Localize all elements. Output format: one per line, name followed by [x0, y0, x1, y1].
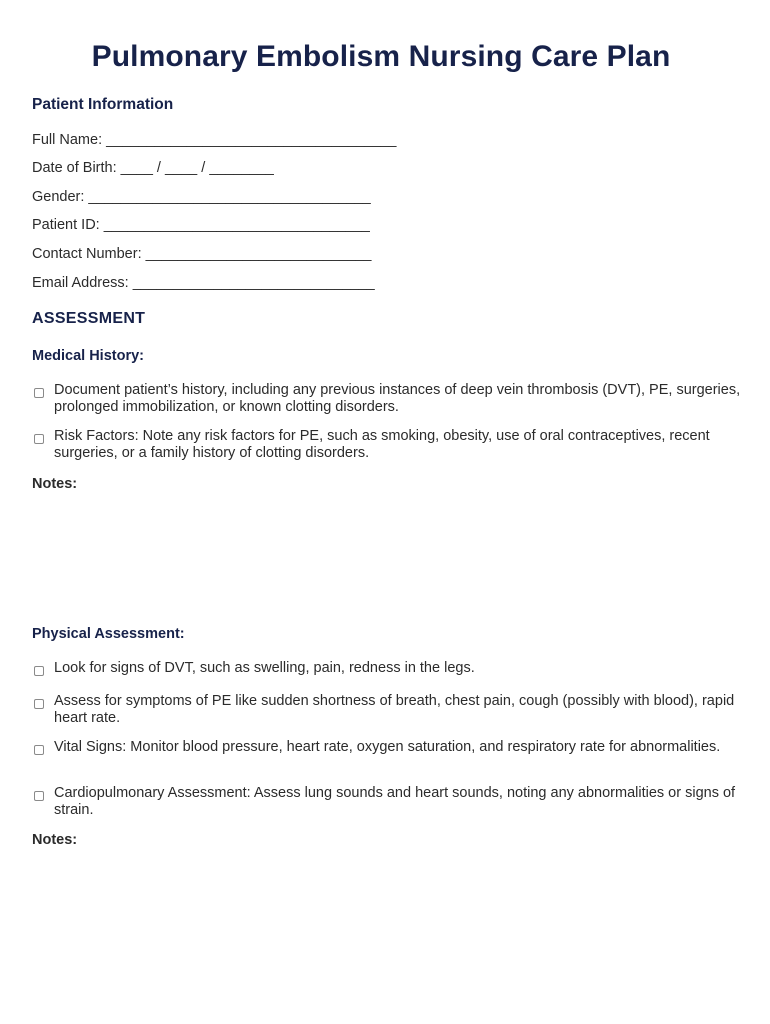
date-of-birth-field[interactable]: Date of Birth: ____ / ____ / ________ — [32, 160, 274, 176]
assessment-heading: ASSESSMENT — [32, 310, 146, 327]
checklist-item-text: Assess for symptoms of PE like sudden shortness of breath, chest pain, cough (possibly with blood), rapid heart rate. — [54, 693, 735, 726]
checklist-item[interactable] — [34, 785, 744, 819]
medical-history-notes-label: Notes: — [32, 476, 78, 492]
checklist-item-text: Vital Signs: Monitor blood pressure, heart rate, oxygen saturation, and respiratory rate for abnormalities. — [54, 739, 721, 755]
checklist-item[interactable] — [34, 660, 744, 677]
checklist-item[interactable] — [34, 382, 744, 416]
physical-assessment-notes-label: Notes: — [32, 832, 78, 848]
checklist-item[interactable] — [34, 739, 744, 756]
patient-id-field[interactable]: Patient ID: _________________________________ — [32, 217, 370, 233]
checklist-item-text: Risk Factors: Note any risk factors for PE, such as smoking, obesity, use of oral contraceptives, recent surgeries, or a family history of clotting disorders. — [54, 428, 710, 461]
checklist-item[interactable] — [34, 693, 744, 727]
page-title: Pulmonary Embolism Nursing Care Plan — [91, 40, 671, 73]
patient-information-heading: Patient Information — [32, 96, 174, 113]
checklist-item-text: Document patient’s history, including any previous instances of deep vein thrombosis (DVT), PE, surgeries, prolonged immobilization, or known clotting disorders. — [54, 382, 741, 415]
email-address-field[interactable]: Email Address: ______________________________ — [32, 275, 375, 291]
full-name-field[interactable]: Full Name: ____________________________________ — [32, 132, 397, 148]
checkbox-icon[interactable] — [34, 745, 44, 755]
checkbox-icon[interactable] — [34, 699, 44, 709]
gender-field[interactable]: Gender: ___________________________________ — [32, 189, 371, 205]
medical-history-heading: Medical History: — [32, 348, 144, 364]
physical-assessment-heading: Physical Assessment: — [32, 626, 185, 642]
checkbox-icon[interactable] — [34, 791, 44, 801]
checkbox-icon[interactable] — [34, 666, 44, 676]
checkbox-icon[interactable] — [34, 388, 44, 398]
checklist-item[interactable] — [34, 428, 744, 462]
checklist-item-text: Cardiopulmonary Assessment: Assess lung sounds and heart sounds, noting any abnormalities or signs of strain. — [54, 785, 736, 818]
contact-number-field[interactable]: Contact Number: ____________________________ — [32, 246, 372, 262]
checklist-item-text: Look for signs of DVT, such as swelling, pain, redness in the legs. — [54, 660, 475, 676]
checkbox-icon[interactable] — [34, 434, 44, 444]
